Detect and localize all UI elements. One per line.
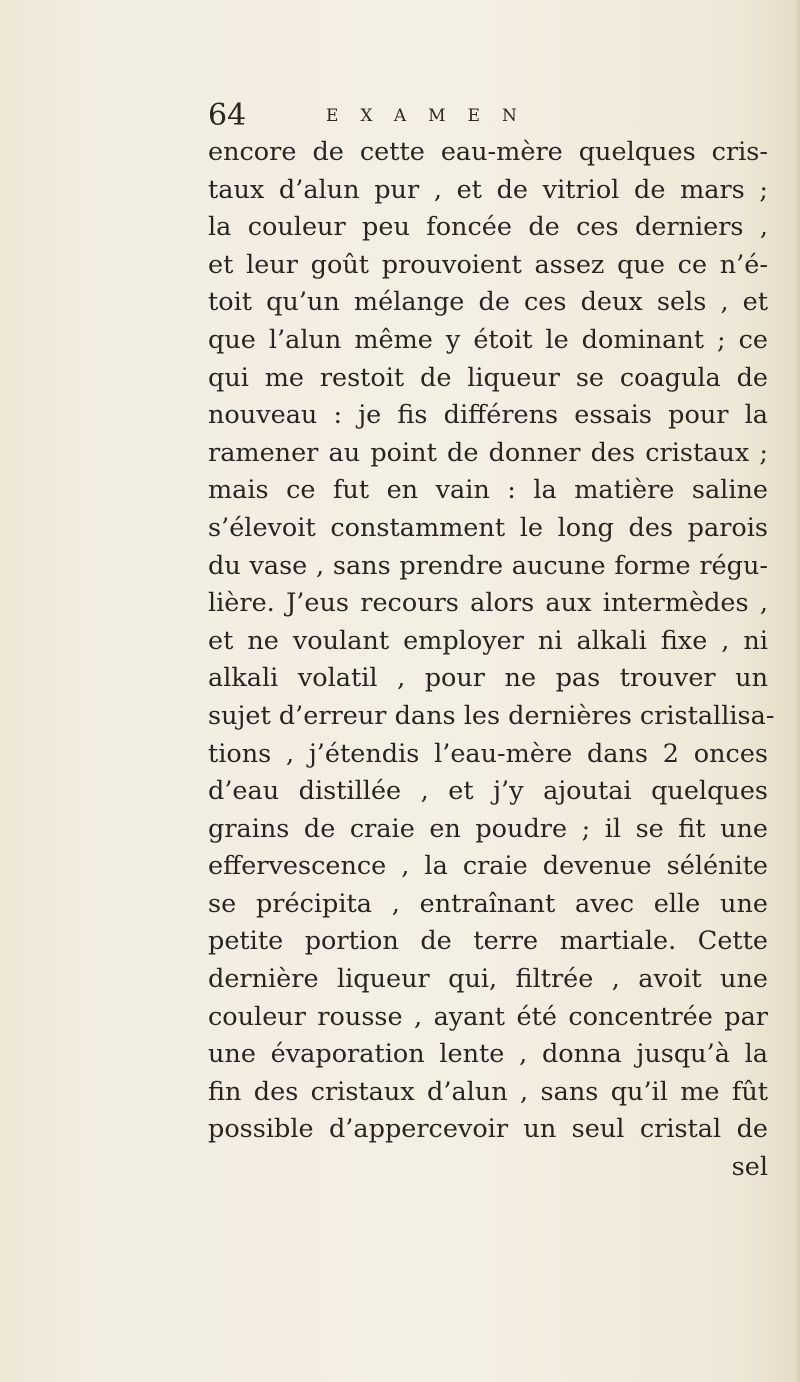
text-line: du vase , sans prendre aucune forme régu-: [208, 550, 768, 581]
body-text: [208, 134, 775, 1187]
page-edge: [794, 0, 800, 1382]
text-line: dernière liqueur qui, filtrée , avoit une: [208, 964, 768, 995]
text-line: d’eau distillée , et j’y ajoutai quelques: [208, 776, 768, 807]
text-line: tions , j’étendis l’eau-mère dans 2 onces: [208, 738, 768, 769]
text-line: petite portion de terre martiale. Cette: [208, 926, 768, 957]
text-line: qui me restoit de liqueur se coagula de: [208, 362, 768, 393]
text-line: couleur rousse , ayant été concentrée par: [208, 1001, 768, 1032]
text-line: fin des cristaux d’alun , sans qu’il me fût: [208, 1076, 768, 1107]
text-line: que l’alun même y étoit le dominant ; ce: [208, 324, 768, 355]
text-line: toit qu’un mélange de ces deux sels , et: [208, 287, 768, 318]
text-line: mais ce fut en vain : la matière saline: [208, 475, 768, 506]
catchword: sel: [731, 1152, 768, 1183]
text-line: nouveau : je fis différens essais pour la: [208, 400, 768, 431]
text-line: lière. J’eus recours alors aux intermèdes ,: [208, 588, 768, 619]
running-head: [208, 98, 768, 138]
text-line: ramener au point de donner des cristaux ;: [208, 437, 768, 468]
text-line: taux d’alun pur , et de vitriol de mars ;: [208, 174, 768, 205]
running-title: EXAMEN: [326, 106, 539, 126]
text-line: possible d’appercevoir un seul cristal de: [208, 1114, 768, 1145]
page-number: 64: [208, 98, 247, 133]
text-line: grains de craie en poudre ; il se fit une: [208, 813, 768, 844]
text-line: s’élevoit constamment le long des parois: [208, 512, 768, 543]
text-line: encore de cette eau-mère quelques cris-: [208, 137, 768, 167]
text-line: une évaporation lente , donna jusqu’à la: [208, 1039, 768, 1070]
text-line: et ne voulant employer ni alkali fixe , ni: [208, 625, 768, 656]
text-line: effervescence , la craie devenue sélénite: [208, 851, 768, 882]
text-line: alkali volatil , pour ne pas trouver un: [208, 663, 768, 694]
text-line: et leur goût prouvoient assez que ce n’é-: [208, 249, 768, 280]
text-line: la couleur peu foncée de ces derniers ,: [208, 212, 768, 243]
text-line: se précipita , entraînant avec elle une: [208, 888, 768, 919]
text-line: sujet d’erreur dans les dernières cristallisa-: [208, 700, 775, 731]
